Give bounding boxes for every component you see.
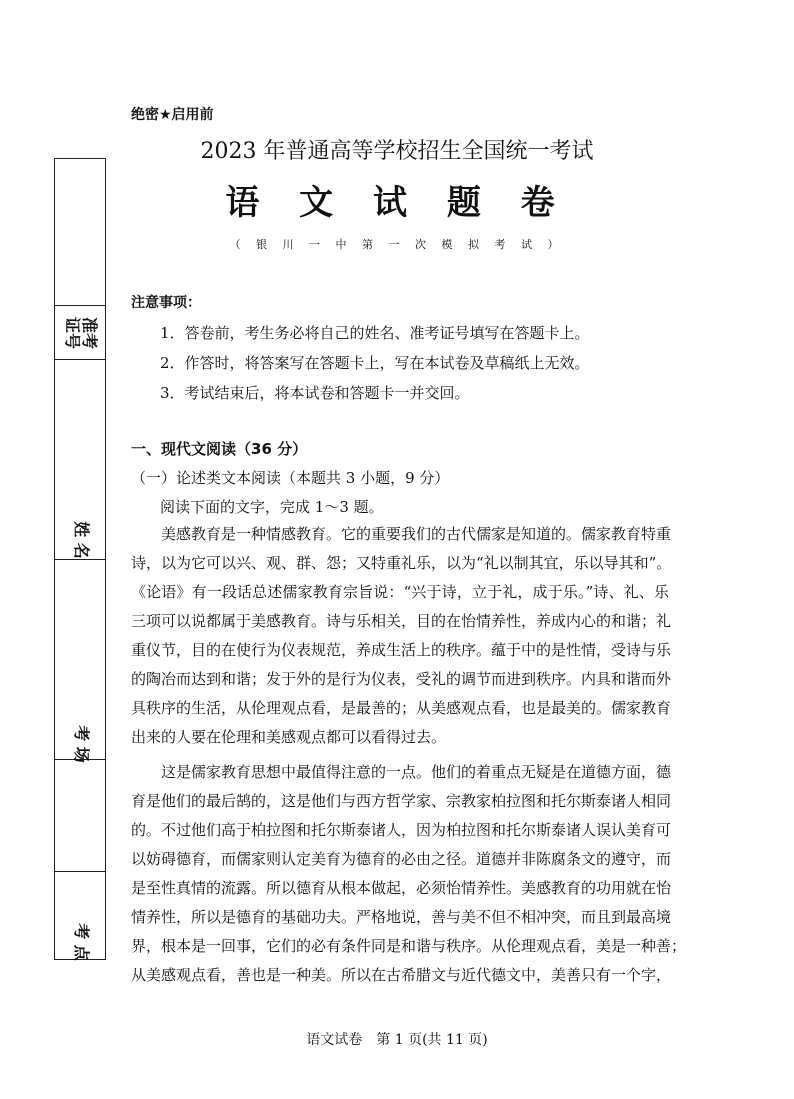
passage-paragraph-1	[131, 520, 672, 752]
passage-line: 这是儒家教育思想中最值得注意的一点。他们的着重点无疑是在道德方面，德	[161, 763, 672, 781]
reading-instruction: 阅读下面的文字，完成 1～3 题。	[160, 498, 384, 516]
exam-title: 2023 年普通高等学校招生全国统一考试	[200, 139, 594, 164]
confidential-mark: 绝密★启用前	[131, 107, 214, 123]
subject-title: 语 文 试 题 卷	[225, 183, 569, 223]
passage-line: 出来的人要在伦理和美感观点都可以看得过去。	[131, 728, 447, 746]
passage-line: 诗，以为它可以兴、观、群、怨；又特重礼乐，以为“礼以制其宜，乐以导其和”。	[131, 554, 672, 572]
passage-line: 从美感观点看，善也是一种美。所以在古希腊文与近代德文中，美善只有一个字，	[131, 966, 672, 984]
passage-line: 情养性，所以是德育的基础功夫。严格地说，善与美不但不相冲突，而且到最高境	[131, 908, 672, 926]
passage-line: 的。不过他们高于柏拉图和托尔斯泰诸人，因为柏拉图和托尔斯泰诸人误认美育可	[131, 821, 672, 839]
passage-line: 具秩序的生活，从伦理观点看，是最善的；从美感观点看，也是最美的。儒家教育	[131, 699, 672, 717]
notice-item: 1．答卷前，考生务必将自己的姓名、准考证号填写在答题卡上。	[160, 324, 590, 342]
notice-item: 2．作答时，将答案写在答题卡上，写在本试卷及草稿纸上无效。	[160, 354, 590, 372]
passage-line: 育是他们的最后鹄的，这是他们与西方哲学家、宗教家柏拉图和托尔斯泰诸人相同	[131, 792, 672, 810]
notice-heading: 注意事项：	[131, 295, 201, 311]
passage-line: 是至性真情的流露。所以德育从根本做起，必须怡情养性。美感教育的功用就在怡	[131, 879, 672, 897]
exam-site-label: 考 点	[72, 923, 91, 961]
exam-room-label: 考 场	[72, 725, 91, 763]
subsection-title: （一）论述类文本阅读（本题共 3 小题，9 分）	[131, 469, 450, 487]
passage-line: 以妨碍德育，而儒家则认定美育为德育的必由之径。道德并非陈腐条文的遵守，而	[131, 850, 672, 868]
box-divider	[55, 359, 105, 360]
exam-number-label: 准考 证号	[63, 316, 99, 349]
page-footer: 语文试卷 第 1 页(共 11 页)	[306, 1032, 488, 1048]
passage-line: 重仪节，目的在使行为仪表规范，养成生活上的秩序。蕴于中的是性情，受诗与乐	[131, 641, 672, 659]
candidate-info-box	[54, 158, 106, 960]
passage-line: 的陶冶而达到和谐；发于外的是行为仪表，受礼的调节而进到秩序。内具和谐而外	[131, 670, 672, 688]
box-divider	[55, 871, 105, 872]
passage-line: 美感教育是一种情感教育。它的重要我们的古代儒家是知道的。儒家教育特重	[161, 525, 672, 543]
section-title: 一、现代文阅读（36 分）	[131, 440, 308, 458]
name-label: 姓 名	[72, 521, 91, 559]
passage-line: 《论语》有一段话总述儒家教育宗旨说：“兴于诗，立于礼，成于乐。”诗、礼、乐	[131, 583, 669, 601]
notice-item: 3．考试结束后，将本试卷和答题卡一并交回。	[160, 384, 470, 402]
passage-line: 三项可以说都属于美感教育。诗与乐相关，目的在怡情养性，养成内心的和谐；礼	[131, 612, 672, 630]
passage-paragraph-2	[131, 758, 687, 990]
box-divider	[55, 305, 105, 306]
exam-subtitle: （ 银 川 一 中 第 一 次 模 拟 考 试 ）	[229, 238, 565, 251]
passage-line: 界，根本是一回事，它们的必有条件同是和谐与秩序。从伦理观点看，美是一种善；	[131, 937, 687, 955]
